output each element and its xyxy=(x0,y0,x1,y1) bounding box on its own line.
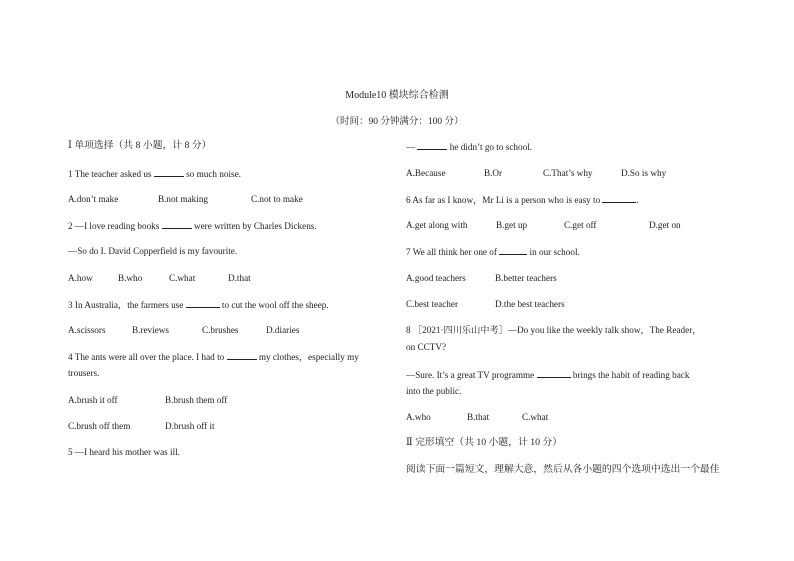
option-d: D.diaries xyxy=(266,325,300,335)
cloze-instructions: 阅读下面一篇短文，理解大意，然后从各小题的四个选项中选出一个最佳 xyxy=(406,464,720,475)
question-8-reply: —Sure. It’s a great TV programme brings the habit of reading back xyxy=(406,370,690,380)
answer-blank xyxy=(186,298,220,308)
answer-blank xyxy=(154,167,184,177)
answer-blank xyxy=(417,140,447,150)
page-subtitle: （时间：90 分钟满分：100 分） xyxy=(330,117,464,127)
answer-blank xyxy=(162,219,192,229)
option-d: D.brush off it xyxy=(165,421,215,431)
option-b: B.better teachers xyxy=(495,273,557,283)
option-b: B.brush them off xyxy=(165,395,228,405)
option-b: B.who xyxy=(118,273,143,283)
option-c: C.best teacher xyxy=(406,299,459,309)
option-c: C.That’s why xyxy=(543,168,593,178)
answer-blank xyxy=(602,193,636,203)
option-c: C.not to make xyxy=(251,194,303,204)
question-8-reply-continued: into the public. xyxy=(406,386,462,396)
option-b: B.Or xyxy=(484,168,503,178)
page-title: Module10 模块综合检测 xyxy=(345,90,449,101)
option-a: A.don’t make xyxy=(68,194,119,204)
section-heading-multiple-choice: Ⅰ 单项选择（共 8 小题，计 8 分） xyxy=(68,140,212,151)
question-5-reply: — he didn’t go to school. xyxy=(406,142,533,152)
option-c: C.brush off them xyxy=(68,421,131,431)
option-b: B.that xyxy=(467,412,490,422)
option-c: C.what xyxy=(522,412,549,422)
question-3: 3 In Australia，the farmers use to cut the wool off the sheep. xyxy=(68,300,329,310)
answer-blank xyxy=(499,245,527,255)
question-5: 5 —I heard his mother was ill. xyxy=(68,447,181,457)
option-b: B.get up xyxy=(496,220,528,230)
question-2: 2 —I love reading books were written by Charles Dickens. xyxy=(68,221,317,231)
option-a: A.brush it off xyxy=(68,395,118,405)
option-b: B.reviews xyxy=(132,325,169,335)
section-heading-cloze: Ⅱ 完形填空（共 10 小题，计 10 分） xyxy=(406,437,563,448)
question-8-continued: on CCTV? xyxy=(406,342,447,352)
option-c: C.brushes xyxy=(202,325,239,335)
option-a: A.who xyxy=(406,412,431,422)
option-d: D.get on xyxy=(649,220,681,230)
option-d: D.that xyxy=(228,273,251,283)
option-a: A.get along with xyxy=(406,220,468,230)
question-4: 4 The ants were all over the place. I had to my clothes，especially my xyxy=(68,352,359,362)
option-a: A.Because xyxy=(406,168,446,178)
option-d: D.the best teachers xyxy=(495,299,565,309)
option-a: A.good teachers xyxy=(406,273,466,283)
option-a: A.scissors xyxy=(68,325,106,335)
question-1: 1 The teacher asked us so much noise. xyxy=(68,169,241,179)
option-c: C.get off xyxy=(564,220,597,230)
option-a: A.how xyxy=(68,273,93,283)
question-8: 8 ［2021·四川乐山中考］—Do you like the weekly talk show，The Reader， xyxy=(406,325,702,335)
option-c: C.what xyxy=(169,273,196,283)
question-7: 7 We all think her one of in our school. xyxy=(406,247,580,257)
option-d: D.So is why xyxy=(621,168,667,178)
question-2-reply: —So do I. David Copperfield is my favourite. xyxy=(68,246,238,256)
answer-blank xyxy=(537,368,571,378)
answer-blank xyxy=(227,350,257,360)
question-6: 6 As far as I know，Mr Li is a person who is easy to . xyxy=(406,195,639,205)
question-4-continued: trousers. xyxy=(68,368,100,378)
option-b: B.not making xyxy=(158,194,209,204)
